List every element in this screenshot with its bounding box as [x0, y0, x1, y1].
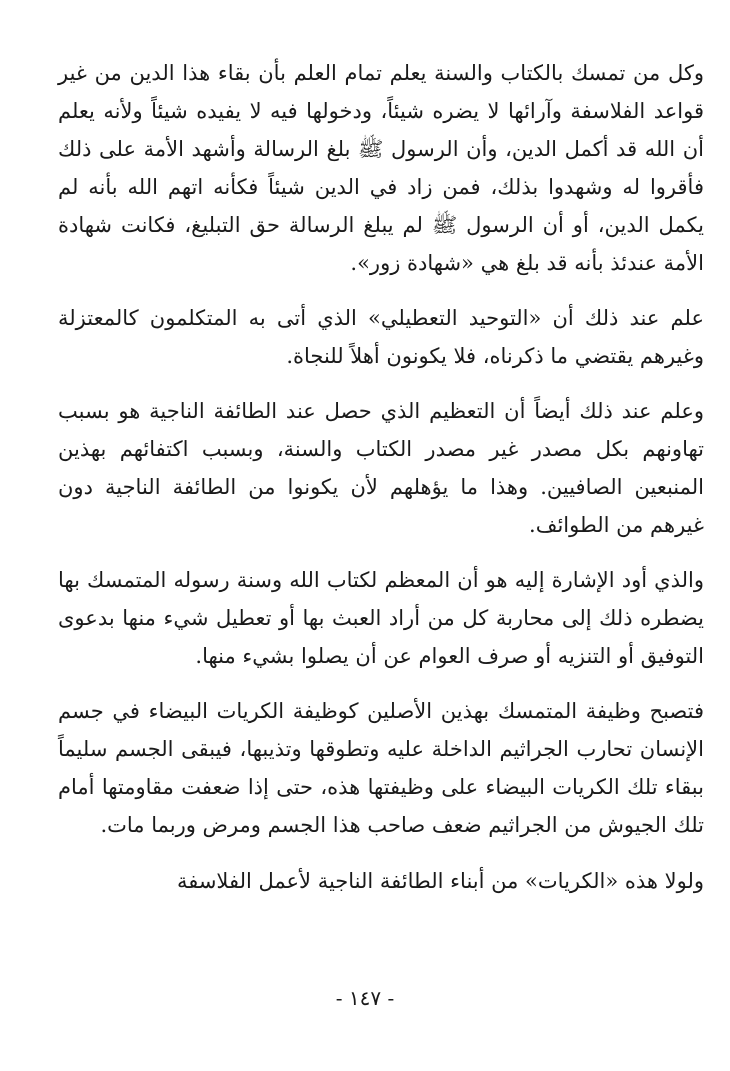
paragraph-2: علم عند ذلك أن «التوحيد التعطيلي» الذي أتى به المتكلمون كالمعتزلة وغيرهم يقتضي ما ذكرناه، فلا يكونون أهلاً للنجاة. — [58, 306, 704, 368]
paragraph-3: وعلم عند ذلك أيضاً أن التعظيم الذي حصل عند الطائفة الناجية هو بسبب تهاونهم بكل مصدر غير مصدر الكتاب والسنة، وبسبب اكتفائهم بهذين المنبعين الصافيين. وهذا ما يؤهلهم لأن يكونوا من الطائفة الناجية دون غيرهم من الطوائف. — [58, 399, 704, 537]
page-body — [58, 54, 704, 900]
page-number: - ١٤٧ - — [335, 986, 395, 1010]
paragraph-5: فتصبح وظيفة المتمسك بهذين الأصلين كوظيفة الكريات البيضاء في جسم الإنسان تحارب الجراثيم الداخلة عليه وتطوقها وتذيبها، فيبقى الجسم سليماً ببقاء تلك الكريات البيضاء على وظيفتها هذه، حتى إذا ضعفت مقاومتها أمام تلك الجيوش من الجراثيم ضعف صاحب هذا الجسم ومرض وربما مات. — [58, 699, 704, 837]
paragraph-1: وكل من تمسك بالكتاب والسنة يعلم تمام العلم بأن بقاء هذا الدين من غير قواعد الفلاسفة وآرائها لا يضره شيئاً، ودخولها فيه لا يفيده شيئاً ولأنه يعلم أن الله قد أكمل الدين، وأن الرسول ﷺ بلغ الرسالة وأشهد الأمة على ذلك فأقروا له وشهدوا بذلك، فمن زاد في الدين شيئاً فكأنه اتهم الله بأنه لم يكمل الدين، أو أن الرسول ﷺ لم يبلغ الرسالة حق التبليغ، فكانت شهادة الأمة عندئذ بأنه قد بلغ هي «شهادة زور». — [58, 61, 704, 275]
paragraph-6: ولولا هذه «الكريات» من أبناء الطائفة الناجية لأعمل الفلاسفة — [176, 869, 704, 893]
paragraph-4: والذي أود الإشارة إليه هو أن المعظم لكتاب الله وسنة رسوله المتمسك بها يضطره ذلك إلى محاربة كل من أراد العبث بها أو تعطيل شيء منها بدعوى التوفيق أو التنزيه أو صرف العوام عن أن يصلوا بشيء منها. — [58, 568, 704, 668]
